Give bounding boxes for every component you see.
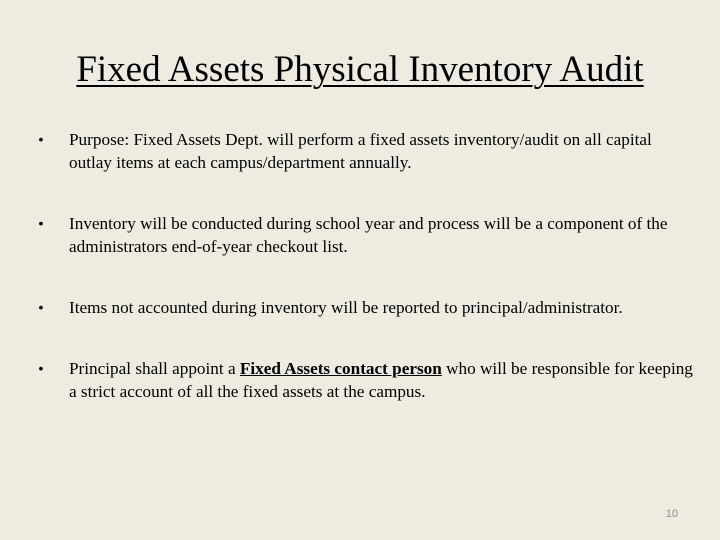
contact-person-emphasis: Fixed Assets contact person: [239, 359, 442, 378]
bullet-text: Inventory will be conducted during school year and process will be a component of the administrators end-of-year checkout list.: [69, 214, 668, 256]
bullet-item-purpose: [34, 128, 694, 174]
bullet-text: Purpose: Fixed Assets Dept. will perform a fixed assets inventory/audit on all capital outlay items at each campus/department annually.: [69, 130, 652, 172]
bullet-dot-icon: •: [38, 299, 44, 315]
bullet-dot-icon: •: [38, 360, 44, 376]
bullet-text: Items not accounted during inventory will be reported to principal/administrator.: [69, 298, 623, 317]
bullet-text-after: who will be responsible for keeping a strict account of all the fixed assets at the campus.: [69, 359, 693, 401]
page-number: 10: [665, 508, 678, 520]
bullet-dot-icon: •: [38, 131, 44, 147]
bullet-text-before: Principal shall appoint a: [69, 359, 240, 378]
slide-title: Fixed Assets Physical Inventory Audit: [76, 49, 644, 90]
bullet-list: [34, 128, 694, 403]
bullet-item-contact-person: [34, 357, 694, 403]
bullet-item-unaccounted-items: [34, 296, 694, 319]
bullet-dot-icon: •: [38, 215, 44, 231]
bullet-item-inventory-timing: [34, 212, 694, 258]
